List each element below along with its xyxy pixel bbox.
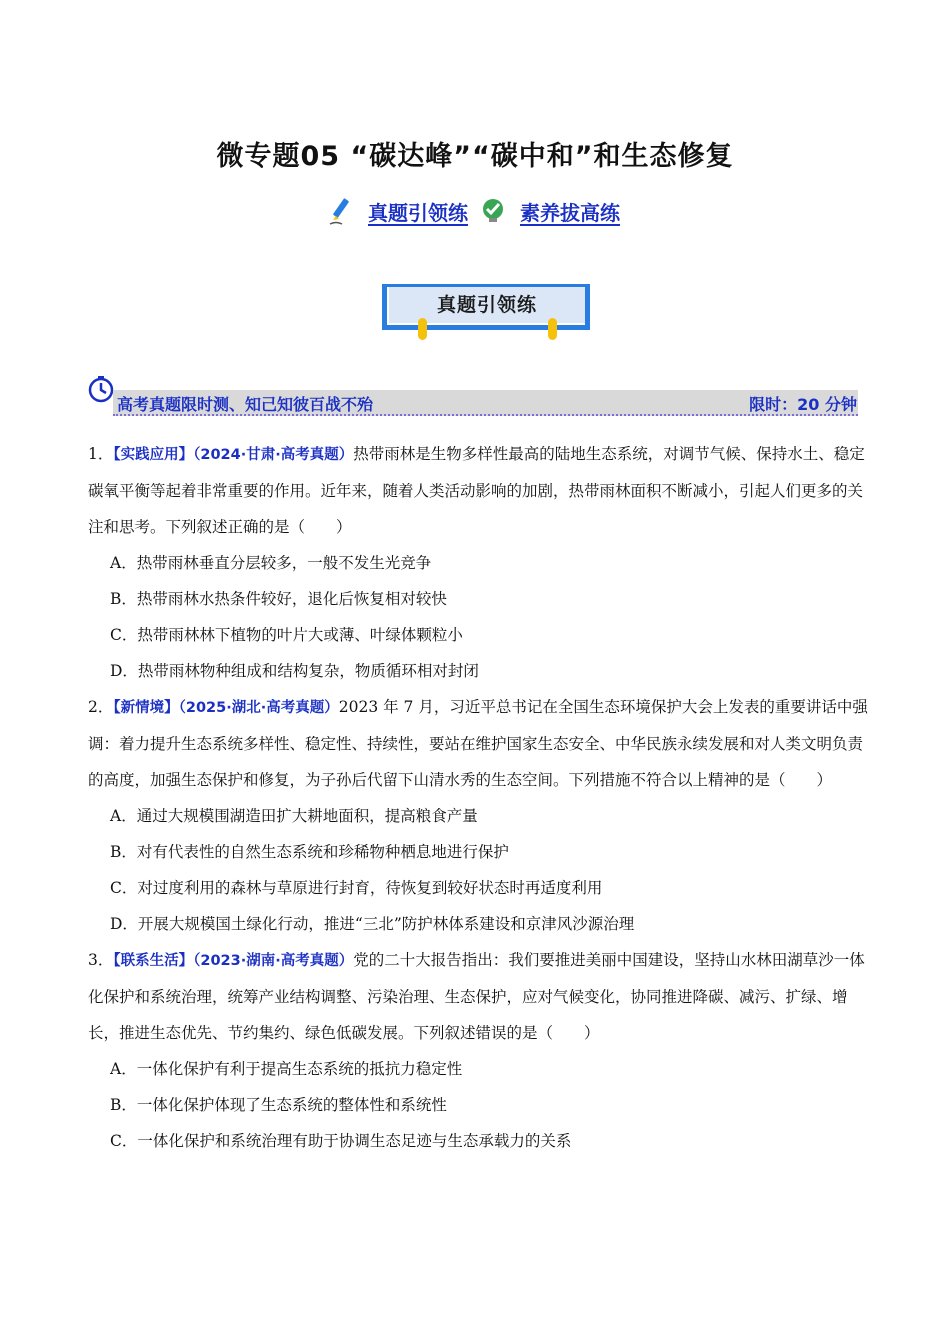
timer-icon [87,375,115,403]
banner-peg-left [418,318,427,340]
question-number: 2． [88,698,114,716]
banner-peg-right [548,318,557,340]
question-tag: 【新情境】（2025·湖北·高考真题） [113,700,339,716]
option-b: B．对有代表性的自然生态系统和珍稀物种栖息地进行保护 [110,843,509,861]
question-number: 3． [88,951,114,969]
question-list [88,436,868,1159]
check-badge-icon [480,196,506,226]
section-banner [380,280,594,340]
option-a: A．通过大规模围湖造田扩大耕地面积，提高粮食产量 [110,807,478,825]
section-heading: 高考真题限时测、知己知彼百战不殆 [117,395,374,414]
option-c: C．一体化保护和系统治理有助于协调生态足迹与生态承载力的关系 [110,1132,572,1150]
nav-link-suyang[interactable]: 素养拔高练 [520,201,620,225]
question-number: 1． [88,445,114,463]
option-a: A．热带雨林垂直分层较多，一般不发生光竞争 [110,554,432,572]
pencil-icon [328,196,354,226]
option-b: B．热带雨林水热条件较好，退化后恢复相对较快 [110,590,447,608]
option-b: B．一体化保护体现了生态系统的整体性和系统性 [110,1096,447,1114]
nav-link-zhenti[interactable]: 真题引领练 [368,201,468,225]
question-stem: 党的二十大报告指出：我们要推进美丽中国建设，坚持山水林田湖草沙一体化保护和系统治理，统筹产业结构调整、污染治理、生态保护，应对气候变化，协同推进降碳、减污、扩绿、增长，推进生态优先、节约集约、绿色低碳发展。下列叙述错误的是（ ） [88,951,865,1042]
banner-label: 真题引领练 [436,294,537,316]
question-tag: 【联系生活】（2023·湖南·高考真题） [113,953,354,969]
option-c: C．热带雨林林下植物的叶片大或薄、叶绿体颗粒小 [110,626,463,644]
option-c: C．对过度利用的森林与草原进行封育，待恢复到较好状态时再适度利用 [110,879,603,897]
question-2 [88,689,868,942]
nav-row [0,196,950,226]
question-stem: 热带雨林是生物多样性最高的陆地生态系统，对调节气候、保持水土、稳定碳氧平衡等起着非常重要的作用。近年来，随着人类活动影响的加剧，热带雨林面积不断减小，引起人们更多的关注和思考。下列叙述正确的是（ ） [88,445,865,536]
question-1 [88,436,868,689]
page-title: 微专题05 “碳达峰”“碳中和”和生态修复 [216,141,734,172]
time-limit: 限时：20 分钟 [749,395,857,414]
question-stem: 2023 年 7 月，习近平总书记在全国生态环境保护大会上发表的重要讲话中强调：着力提升生态系统多样性、稳定性、持续性，要站在维护国家生态安全、中华民族永续发展和对人类文明负责的高度，加强生态保护和修复，为子孙后代留下山清水秀的生态空间。下列措施不符合以上精神的是（ ） [88,698,868,789]
question-tag: 【实践应用】（2024·甘肃·高考真题） [113,447,354,463]
option-d: D．热带雨林物种组成和结构复杂，物质循环相对封闭 [110,662,479,680]
option-d: D．开展大规模国土绿化行动，推进“三北”防护林体系建设和京津风沙源治理 [110,915,635,933]
question-3 [88,942,868,1159]
option-a: A．一体化保护有利于提高生态系统的抵抗力稳定性 [110,1060,463,1078]
